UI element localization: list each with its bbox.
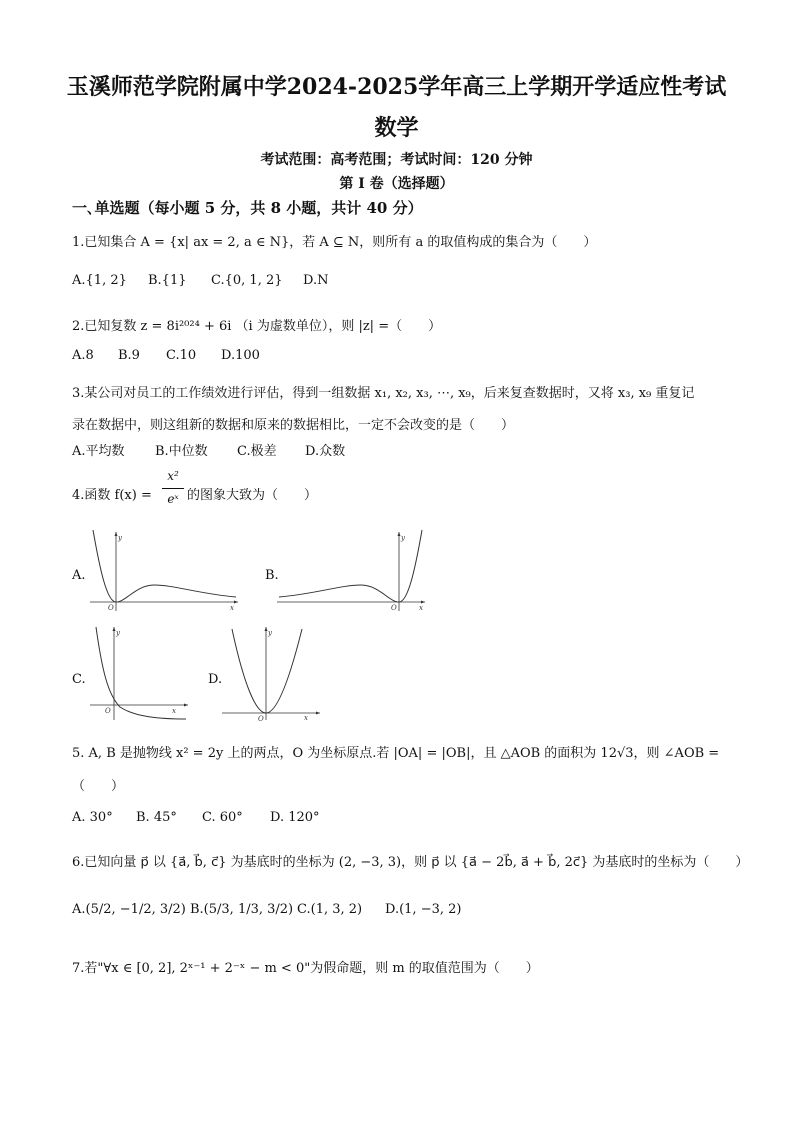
origin-label: O <box>391 604 397 612</box>
question-6-option-b: B.(5/3, 1/3, 3/2) <box>190 902 294 917</box>
question-3-option-c: C.极差 <box>237 444 277 459</box>
question-1-option-b: B.{1} <box>148 273 187 288</box>
graph-b <box>277 530 427 612</box>
question-5-option-d: D. 120° <box>270 810 320 825</box>
question-4-denominator: eˣ <box>167 492 179 506</box>
question-4-option-a: A. <box>72 568 86 583</box>
question-6-option-a: A.(5/2, −1/2, 3/2) <box>72 902 186 917</box>
question-1-stem: 1.已知集合 A = {x| ax = 2, a ∈ N}，若 A ⊆ N，则所有 a 的取值构成的集合为（ ） <box>72 235 597 250</box>
question-6-option-d: D.(1, −3, 2) <box>385 902 462 917</box>
fraction-bar <box>162 488 184 489</box>
question-3-option-b: B.中位数 <box>155 444 208 459</box>
x-label: x <box>419 604 423 612</box>
x-arrow-icon <box>184 704 188 707</box>
origin-label: O <box>258 715 264 723</box>
y-label: y <box>401 534 405 542</box>
question-5-option-b: B. 45° <box>136 810 177 825</box>
question-3-option-a: A.平均数 <box>72 444 125 459</box>
x-label: x <box>172 707 176 715</box>
x-label: x <box>230 604 234 612</box>
part-title: 第 I 卷（选择题） <box>339 176 454 192</box>
question-2-option-a: A.8 <box>72 348 94 363</box>
question-3-option-d: D.众数 <box>305 444 346 459</box>
question-2-option-b: B.9 <box>118 348 140 363</box>
question-1-option-a: A.{1, 2} <box>72 273 127 288</box>
graph-c <box>90 625 190 721</box>
question-7-stem: 7.若"∀x ∈ [0, 2], 2ˣ⁻¹ + 2⁻ˣ − m < 0"为假命题，则 m 的取值范围为（ ） <box>72 961 539 976</box>
question-4-stem-prefix: 4.函数 f(x) = <box>72 488 152 503</box>
question-3-stem-line1: 3.某公司对员工的工作绩效进行评估，得到一组数据 x₁, x₂, x₃, ⋯, x₉，后来复查数据时，又将 x₃, x₉ 重复记 <box>72 386 695 401</box>
question-2-stem: 2.已知复数 z = 8i²⁰²⁴ + 6i （i 为虚数单位），则 |z| =（ ） <box>72 319 442 334</box>
subject-title: 数学 <box>374 115 419 141</box>
graph-a <box>90 530 240 612</box>
question-4-option-b: B. <box>265 568 279 583</box>
question-5-option-a: A. 30° <box>72 810 113 825</box>
question-4-stem-suffix: 的图象大致为（ ） <box>187 488 318 503</box>
exam-info: 考试范围：高考范围；考试时间：120 分钟 <box>260 152 533 168</box>
question-5-option-c: C. 60° <box>202 810 243 825</box>
question-2-option-d: D.100 <box>221 348 260 363</box>
origin-label: O <box>105 707 111 715</box>
y-label: y <box>268 629 272 637</box>
question-4-numerator: x² <box>167 469 179 483</box>
x-arrow-icon <box>316 712 320 715</box>
section-heading: 一､单选题（每小题 5 分，共 8 小题，共计 40 分） <box>72 199 423 217</box>
y-label: y <box>118 534 122 542</box>
question-3-stem-line2: 录在数据中，则这组新的数据和原来的数据相比，一定不会改变的是（ ） <box>72 418 515 433</box>
question-5-stem-line1: 5. A, B 是抛物线 x² = 2y 上的两点，O 为坐标原点.若 |OA| = |OB|，且 △AOB 的面积为 12√3，则 ∠AOB = <box>72 746 720 761</box>
question-6-option-c: C.(1, 3, 2) <box>297 902 363 917</box>
curve <box>232 629 302 713</box>
origin-label: O <box>108 604 114 612</box>
question-2-option-c: C.10 <box>166 348 197 363</box>
curve <box>93 530 236 602</box>
question-4-option-d: D. <box>208 672 223 687</box>
x-label: x <box>304 714 308 722</box>
question-5-stem-line2: （ ） <box>72 779 125 794</box>
question-4-option-c: C. <box>72 672 86 687</box>
question-1-option-d: D.N <box>303 273 329 288</box>
paper-title: 玉溪师范学院附属中学2024-2025学年高三上学期开学适应性考试 <box>66 74 727 100</box>
x-arrow-icon <box>234 601 238 604</box>
question-1-option-c: C.{0, 1, 2} <box>211 273 283 288</box>
y-label: y <box>116 629 120 637</box>
question-6-stem: 6.已知向量 p⃗ 以 {a⃗, b⃗, c⃗} 为基底时的坐标为 (2, −3, 3)，则 p⃗ 以 {a⃗ − 2b⃗, a⃗ + b⃗, 2c⃗} 为基底时的坐标为（ ） <box>72 855 749 870</box>
graph-d <box>222 625 322 721</box>
